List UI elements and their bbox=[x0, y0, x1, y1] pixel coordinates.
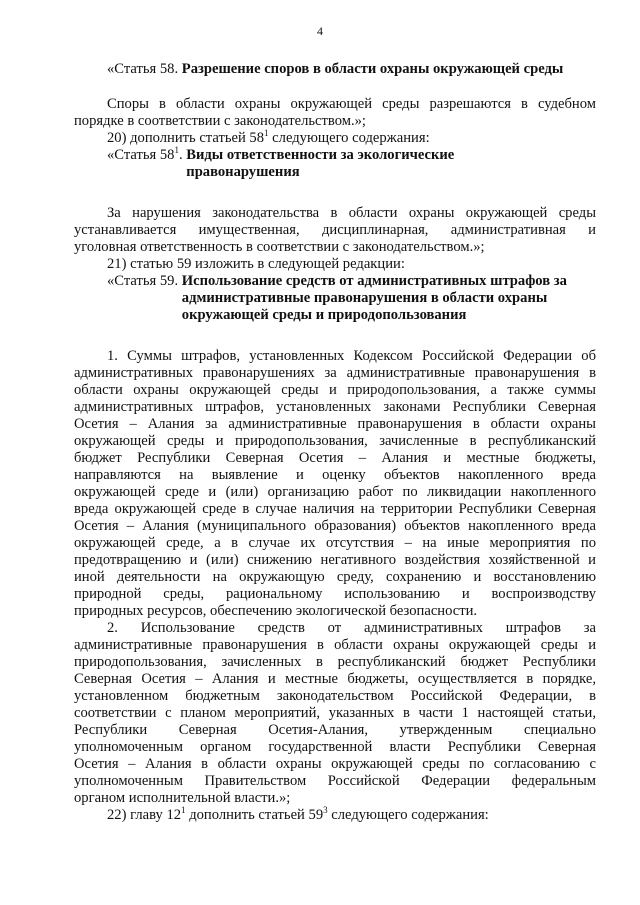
part-1-line: Осетия – Алания за административные правонарушения в области охраны bbox=[74, 416, 596, 432]
article-58-1-heading: «Статья $58^1$. Виды ответственности за экологические правонарушения bbox=[74, 147, 596, 181]
part-2-line: Северная Осетия – Алания и местные бюджеты, осуществляется в порядке, bbox=[74, 671, 596, 687]
article-58-1-body-line: устанавливается имущественная, дисциплинарная, административная и bbox=[74, 222, 596, 238]
part-1-line: окружающей среды и природопользования, зачисленные в республиканский bbox=[74, 433, 596, 449]
article-58-heading bbox=[74, 61, 596, 78]
part-1-line: Осетия – Алания (муниципального образования) объектов накопленного вреда bbox=[74, 518, 596, 534]
part-2-line: уполномоченным Правительством Российской Федерации федеральным bbox=[74, 773, 596, 789]
part-1-line: природной среды, рациональному использованию и воспроизводству bbox=[74, 586, 596, 602]
part-1-line: 1. Суммы штрафов, установленных Кодексом Российской Федерации об bbox=[107, 348, 596, 364]
article-59-title-line: Использование средств от административных штрафов за bbox=[181, 273, 567, 289]
amendment-item-20: 20) дополнить статьей $58^1$ следующего содержания: bbox=[107, 128, 430, 146]
part-1-line: предотвращению и (или) снижению негативного воздействия хозяйственной и bbox=[74, 552, 596, 568]
part-2-line: уполномоченным органом государственной власти Республики Северная bbox=[74, 739, 596, 755]
article-58-1-body-line: За нарушения законодательства в области охраны окружающей среды bbox=[107, 205, 596, 221]
article-58-body-line: порядке в соответствии с законодательством.»; bbox=[74, 113, 366, 129]
part-1-line: направляются на выявление и оценку объектов накопленного вреда bbox=[74, 467, 596, 483]
part-2-line: природопользования, зачисленных в республиканский бюджет Республики bbox=[74, 654, 596, 670]
part-2-line: органом исполнительной власти.»; bbox=[74, 790, 291, 806]
document-text bbox=[74, 61, 596, 824]
part-2-line: Республики Северная Осетия-Алания, утвержденным специально bbox=[74, 722, 596, 738]
article-59-title-line: окружающей среды и природопользования bbox=[181, 307, 467, 323]
part-1-line: иной деятельности на окружающую среду, сохранению и восстановлению bbox=[74, 569, 596, 585]
article-58-1-title-line: правонарушения bbox=[186, 164, 300, 180]
article-58-body-line: Споры в области охраны окружающей среды разрешаются в судебном bbox=[107, 96, 596, 112]
article-59-part-2 bbox=[74, 620, 596, 807]
article-58-1-body-line: уголовная ответственность в соответствии с законодательством.»; bbox=[74, 239, 485, 255]
part-2-line: установленном бюджетным законодательством Российской Федерации, в bbox=[74, 688, 596, 704]
amendment-item-21: 21) статью 59 изложить в следующей редакции: bbox=[107, 256, 405, 272]
article-58-title: Разрешение споров в области охраны окружающей среды bbox=[181, 61, 564, 77]
part-1-line: административных правонарушениях за административные правонарушения в bbox=[74, 365, 596, 381]
article-59-heading: «Статья 59. Использование средств от административных штрафов за административные правонарушения в области охраны окружающей среды и природопользования bbox=[74, 273, 596, 324]
amendment-item-22: 22) главу $12^1$ дополнить статьей $59^3$ следующего содержания: bbox=[107, 805, 489, 823]
part-2-line: административные правонарушения в области охраны окружающей среды и bbox=[74, 637, 596, 653]
part-1-line: вреда окружающей среде в случае наличия на территории Республики Северная bbox=[74, 501, 596, 517]
part-1-line: окружающей среде и (или) организацию работ по ликвидации накопленного bbox=[74, 484, 596, 500]
part-2-line: Осетия – Алания в области охраны окружающей среды по согласованию с bbox=[74, 756, 596, 772]
part-1-line: области охраны окружающей среды и природопользования, а также суммы bbox=[74, 382, 596, 398]
part-1-line: природных ресурсов, обеспечению экологической безопасности. bbox=[74, 603, 478, 619]
page-number: 4 bbox=[317, 24, 323, 38]
part-1-line: административных штрафов, установленных законами Республики Северная bbox=[74, 399, 596, 415]
part-1-line: бюджет Республики Северная Осетия – Алания и местные бюджеты, bbox=[74, 450, 596, 466]
article-59-title-line: административные правонарушения в области охраны bbox=[181, 290, 548, 306]
part-2-line: 2. Использование средств от административных штрафов за bbox=[107, 620, 596, 636]
part-1-line: окружающей среде, а в случае их отсутствия – на иные мероприятия по bbox=[74, 535, 596, 551]
article-58-prefix: «Статья 58. bbox=[107, 61, 182, 77]
article-59-part-1 bbox=[74, 348, 596, 620]
article-58-1-title-line: Виды ответственности за экологические bbox=[186, 147, 455, 163]
part-2-line: соответствии с планом мероприятий, указанных в части 1 настоящей статьи, bbox=[74, 705, 596, 721]
